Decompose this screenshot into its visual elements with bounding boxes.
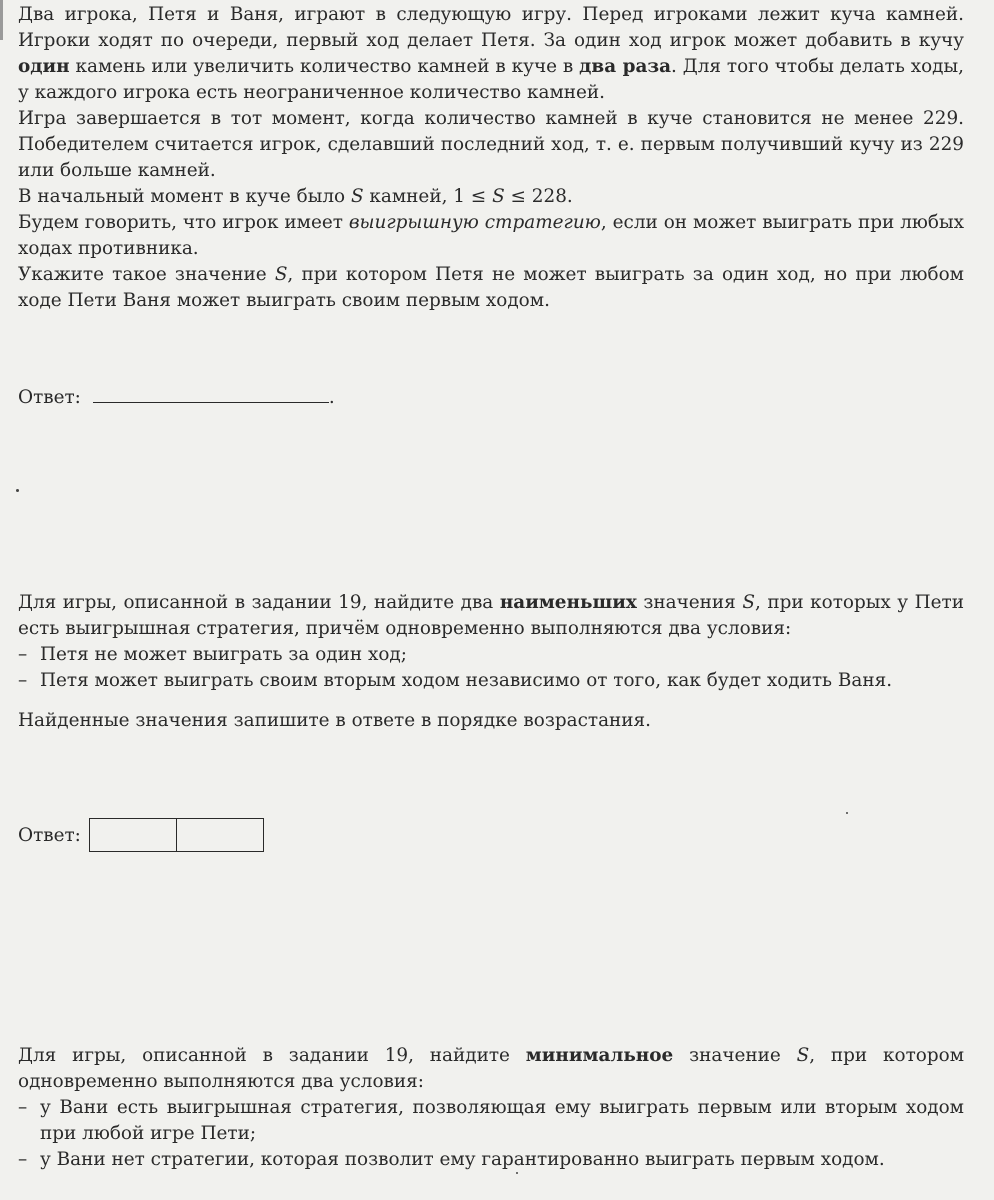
page-edge-mark bbox=[0, 0, 3, 40]
italic-run: S bbox=[742, 592, 755, 613]
task20-condition-2 bbox=[18, 668, 964, 694]
list-dash: – bbox=[18, 670, 28, 691]
text-run: В начальный момент в куче было bbox=[18, 186, 351, 207]
task-19 bbox=[18, 2, 964, 314]
text-run: значение bbox=[673, 1045, 797, 1066]
answer-cell-2[interactable] bbox=[176, 819, 263, 851]
task21-condition-1 bbox=[18, 1095, 964, 1147]
task19-paragraph-4 bbox=[18, 210, 964, 262]
text-run: камень или увеличить количество камней в куче в bbox=[69, 56, 580, 77]
task19-answer-label: Ответ: bbox=[18, 387, 81, 408]
text-run: значения bbox=[636, 592, 743, 613]
task-20 bbox=[18, 590, 964, 734]
task-21 bbox=[18, 1043, 964, 1173]
task20-answer-label: Ответ: bbox=[18, 824, 81, 846]
bold-run: один bbox=[18, 56, 70, 77]
italic-run: S bbox=[796, 1045, 810, 1066]
task19-paragraph-3 bbox=[18, 184, 964, 210]
text-run: , при котором одновременно выполняются два условия: bbox=[18, 1045, 964, 1092]
text-run: , при которых у Пети есть выигрышная стратегия, причём одновременно выполняются два условия: bbox=[18, 592, 964, 639]
answer-cell-1[interactable] bbox=[90, 819, 176, 851]
task19-answer-line[interactable] bbox=[93, 382, 329, 403]
task21-condition-2 bbox=[18, 1147, 964, 1173]
task19-paragraph-1 bbox=[18, 2, 964, 106]
condition-text: Петя может выиграть своим вторым ходом независимо от того, как будет ходить Ваня. bbox=[40, 670, 893, 691]
text-run: Игра завершается в тот момент, когда количество камней в куче становится не менее 229. Победителем считается игрок, сделавший последний ход, т. е. первым получивший кучу из 229 или больше камней. bbox=[18, 108, 964, 181]
italic-run: S bbox=[492, 186, 505, 207]
task19-answer-row bbox=[18, 382, 335, 408]
task19-answer-period: . bbox=[328, 387, 335, 408]
task19-paragraph-2 bbox=[18, 106, 964, 184]
text-run: , при котором Петя не может выиграть за один ход, но при любом ходе Пети Ваня может выиграть своим первым ходом. bbox=[18, 264, 964, 311]
condition-text: у Вани нет стратегии, которая позволит ему гарантированно выиграть первым ходом. bbox=[40, 1149, 885, 1170]
task20-answer-cells bbox=[89, 818, 264, 852]
text-run: Для игры, описанной в задании 19, найдите bbox=[18, 1045, 526, 1066]
text-run: ≤ 228. bbox=[504, 186, 573, 207]
condition-text: Петя не может выиграть за один ход; bbox=[40, 644, 407, 665]
task20-paragraph-2: Найденные значения запишите в ответе в порядке возрастания. bbox=[18, 710, 652, 731]
text-run: Для игры, описанной в задании 19, найдите два bbox=[18, 592, 500, 613]
task20-condition-1 bbox=[18, 642, 964, 668]
text-run: Укажите такое значение bbox=[18, 264, 275, 285]
task21-paragraph-1 bbox=[18, 1043, 964, 1095]
task19-paragraph-5 bbox=[18, 262, 964, 314]
text-run: Будем говорить, что игрок имеет bbox=[18, 212, 349, 233]
bold-run: наименьших bbox=[499, 592, 637, 613]
list-dash: – bbox=[18, 644, 28, 665]
italic-run: S bbox=[350, 186, 364, 207]
text-run: . Для того чтобы делать ходы, у каждого игрока есть неограниченное количество камней. bbox=[18, 56, 964, 103]
list-dash: – bbox=[18, 1097, 28, 1118]
italic-run: выигрышную стратегию bbox=[348, 212, 601, 233]
text-run: Два игрока, Петя и Ваня, играют в следующую игру. Перед игроками лежит куча камней. Игроки ходят по очереди, первый ход делает Петя. За один ход игрок может добавить в кучу bbox=[18, 4, 964, 51]
bold-run: два раза bbox=[579, 56, 672, 77]
task20-paragraph-1 bbox=[18, 590, 964, 642]
list-dash: – bbox=[18, 1149, 28, 1170]
italic-run: S bbox=[274, 264, 288, 285]
text-run: , если он может выиграть при любых ходах противника. bbox=[18, 212, 964, 259]
condition-text: у Вани есть выигрышная стратегия, позволяющая ему выиграть первым или вторым ходом при любой игре Пети; bbox=[40, 1097, 964, 1144]
scan-speck bbox=[846, 812, 848, 814]
task20-answer-row bbox=[18, 818, 264, 852]
text-run: камней, 1 ≤ bbox=[363, 186, 493, 207]
scan-speck bbox=[16, 489, 19, 492]
bold-run: минимальное bbox=[525, 1045, 674, 1066]
